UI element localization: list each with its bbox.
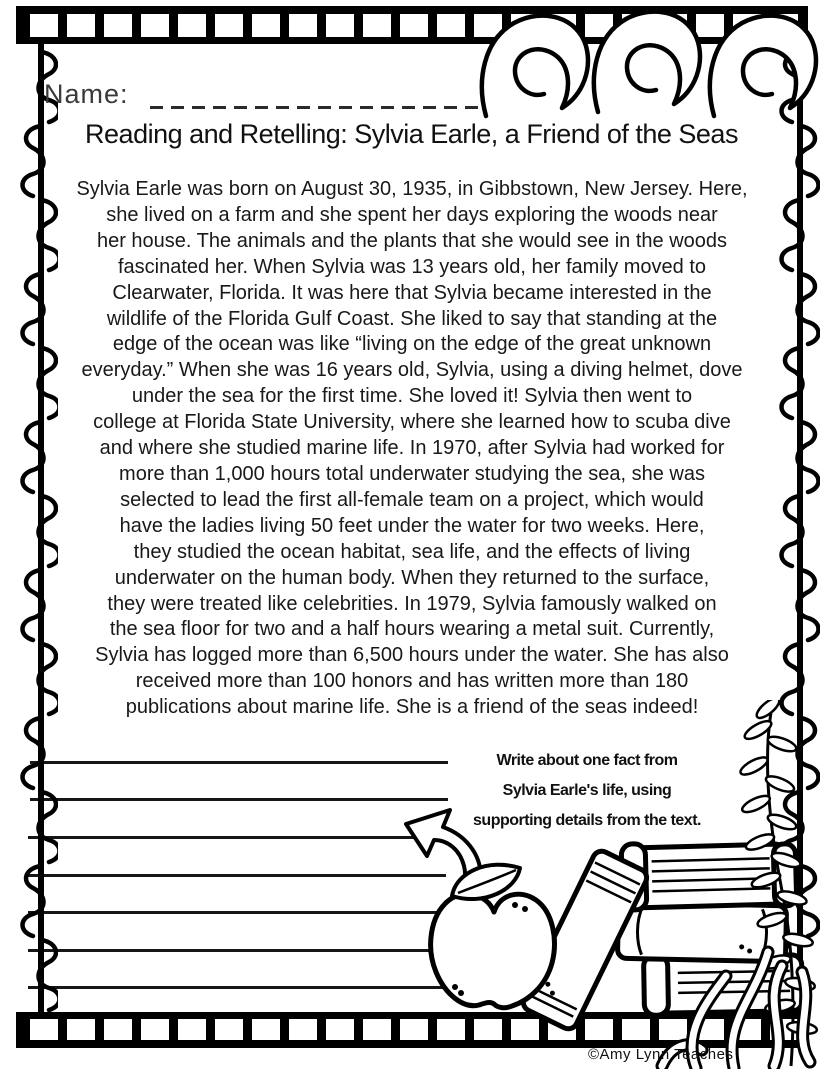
passage-line: received more than 100 honors and has written more than 180 (135, 670, 689, 693)
passage-line: have the ladies living 50 feet under the water for two weeks. Here, (119, 514, 705, 537)
page-title: Reading and Retelling: Sylvia Earle, a Friend of the Seas (85, 119, 738, 149)
prompt-line: supporting details from the text. (473, 812, 701, 829)
writing-line[interactable] (28, 874, 446, 877)
credit-text: ©Amy Lynn Teaches (588, 1046, 734, 1063)
passage-line: underwater on the human body. When they returned to the surface, (114, 566, 710, 589)
passage-line: they were treated like celebrities. In 1979, Sylvia famously walked on (107, 592, 717, 615)
passage-line: selected to lead the first all-female team on a project, which would (120, 488, 704, 511)
passage-line: the sea floor for two and a half hours wearing a metal suit. Currently, (109, 618, 715, 641)
ocean-waves-icon (478, 6, 823, 124)
prompt-line: Write about one fact from (496, 752, 678, 769)
passage-line: edge of the ocean was like “living on the edge of the great unknown (112, 333, 712, 356)
passage-line: Clearwater, Florida. It was here that Sylvia became interested in the (112, 281, 712, 304)
writing-line[interactable] (28, 911, 446, 914)
passage-line: she lived on a farm and she spent her days exploring the woods near (106, 203, 718, 226)
apple-icon (431, 865, 555, 1008)
reading-passage (42, 177, 782, 721)
passage-line: college at Florida State University, where she learned how to scuba dive (93, 411, 731, 434)
prompt-line: Sylvia Earle's life, using (502, 782, 672, 799)
writing-line[interactable] (28, 836, 446, 839)
passage-line: everyday.” When she was 16 years old, Sylvia, using a diving helmet, dove (81, 359, 743, 382)
passage-line: more than 1,000 hours total underwater studying the sea, she was (119, 462, 705, 485)
passage-line: and where she studied marine life. In 1970, after Sylvia had worked for (99, 437, 725, 460)
writing-line[interactable] (28, 986, 446, 989)
passage-line: under the sea for the first time. She loved it! Sylvia then went to (131, 385, 693, 408)
passage-line: wildlife of the Florida Gulf Coast. She liked to say that standing at the (106, 307, 718, 330)
writing-line[interactable] (28, 949, 446, 952)
passage-line: they studied the ocean habitat, sea life, and the effects of living (133, 540, 691, 563)
passage-line: her house. The animals and the plants that she would see in the woods (96, 229, 728, 252)
clipart-cluster (390, 700, 823, 1069)
writing-line[interactable] (30, 798, 448, 801)
passage-line: Sylvia Earle was born on August 30, 1935, in Gibbstown, New Jersey. Here, (76, 178, 748, 200)
name-label: Name: (44, 79, 129, 109)
writing-line[interactable] (30, 761, 448, 764)
passage-line: publications about marine life. She is a friend of the seas indeed! (125, 696, 699, 719)
passage-line: Sylvia has logged more than 6,500 hours under the water. She has also (95, 644, 729, 667)
passage-line: fascinated her. When Sylvia was 13 years old, her family moved to (117, 255, 707, 278)
name-blank-line[interactable] (150, 106, 480, 109)
